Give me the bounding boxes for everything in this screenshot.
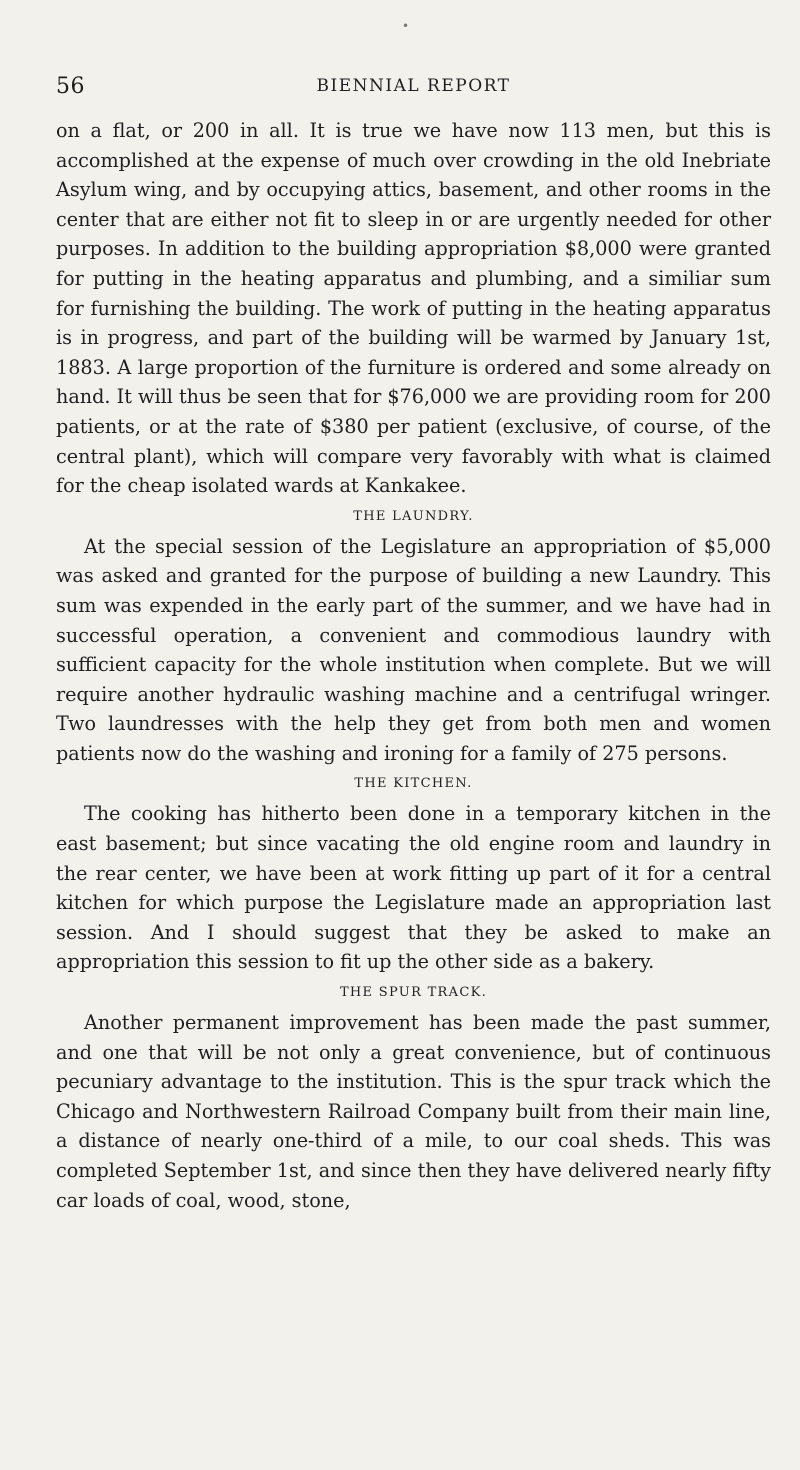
continued-paragraph: on a flat, or 200 in all. It is true we have now 113 men, but this is accomplished at the expense of much over crowding in the old Inebriate Asylum wing, and by occupying attics, basement, and other rooms in the center that are either not fit to sleep in or are urgently needed for other purposes. In addition to the building appropriation $8,000 were granted for putting in the heating apparatus and plumbing, and a similiar sum for furnishing the building. The work of putting in the heating apparatus is in progress, and part of the building will be warmed by January 1st, 1883. A large proportion of the furniture is ordered and some already on hand. It will thus be seen that for $76,000 we are providing room for 200 patients, or at the rate of $380 per patient (exclusive, of course, of the central plant), which will compare very favorably with what is claimed for the cheap isolated wards at Kankakee. [56, 119, 771, 498]
running-title: BIENNIAL REPORT [316, 76, 511, 96]
print-speck: • [402, 19, 410, 33]
section-paragraph-laundry: At the special session of the Legislature an appropriation of $5,000 was asked and granted for the purpose of building a new Laundry. This sum was expended in the early part of the summer, and we have had in successful operation, a convenient and commodious laundry with sufficient capacity for the whole institution when complete. But we will require another hydraulic washing machine and a centrifugal wringer. Two laundresses with the help they get from both men and women patients now do the washing and ironing for a family of 275 persons. [56, 534, 771, 765]
section-heading-kitchen: THE KITCHEN. [354, 776, 473, 792]
body-text [56, 116, 771, 1215]
running-header [56, 74, 771, 108]
section-paragraph-kitchen: The cooking has hitherto been done in a temporary kitchen in the east basement; but since vacating the old engine room and laundry in the rear center, we have been at work fitting up part of it for a central kitchen for which purpose the Legislature made an appropriation last session. And I should suggest that they be asked to make an appropriation this session to fit up the other side as a bakery. [56, 802, 771, 974]
section-heading-laundry: THE LAUNDRY. [353, 508, 474, 524]
section-heading-spur-track: THE SPUR TRACK. [339, 985, 488, 1001]
section-paragraph-spur-track: Another permanent improvement has been made the past summer, and one that will be not only a great convenience, but of continuous pecuniary advantage to the institution. This is the spur track which the Chicago and Northwestern Railroad Company built from their main line, a distance of nearly one-third of a mile, to our coal sheds. This was completed September 1st, and since then they have delivered nearly fifty car loads of coal, wood, stone, [56, 1011, 771, 1212]
page-number: 56 [56, 74, 85, 99]
